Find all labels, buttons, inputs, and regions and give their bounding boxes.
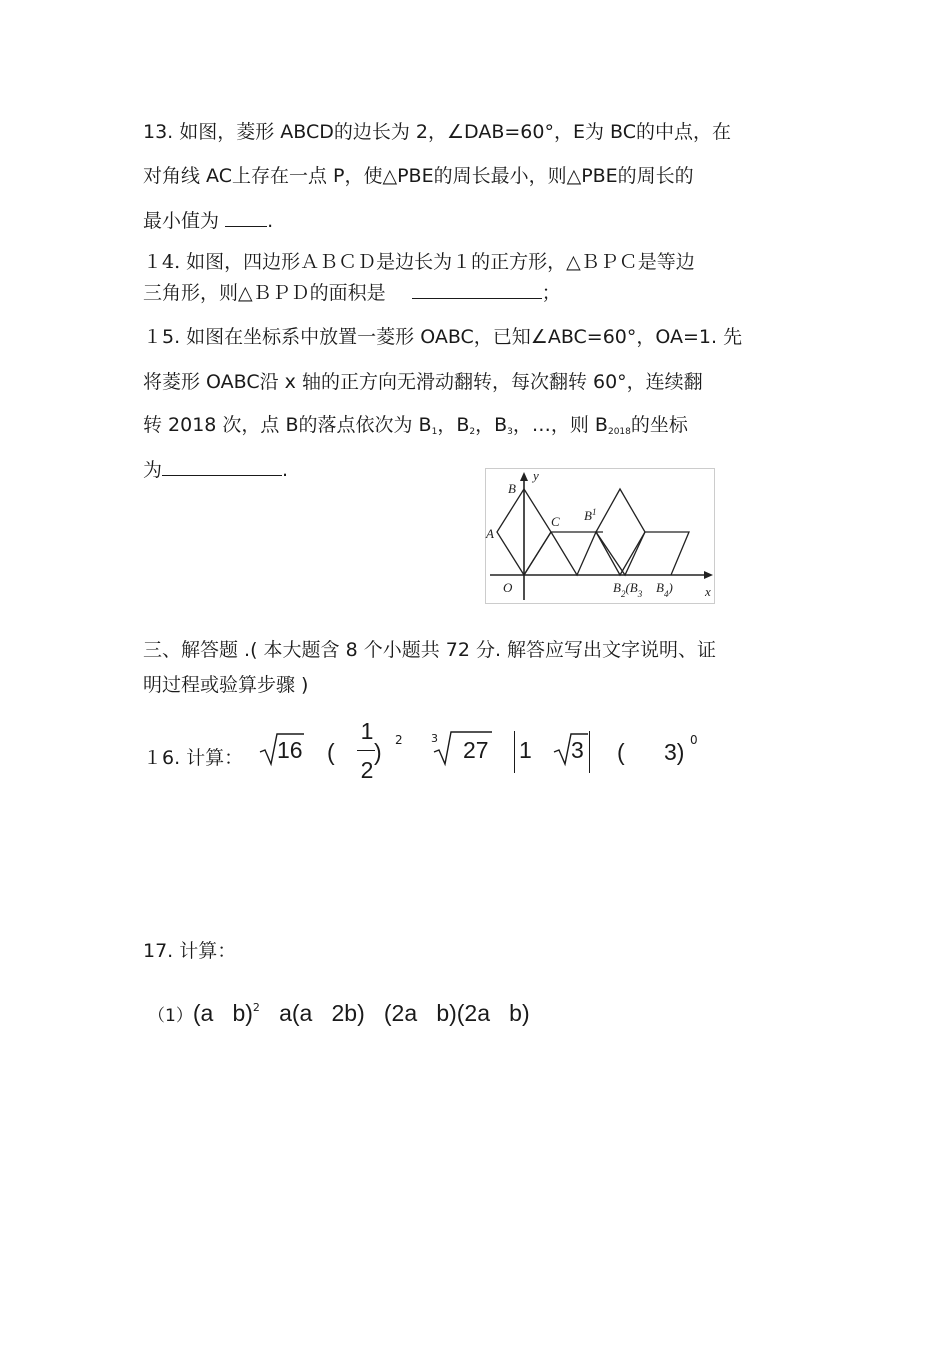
- q16-label: １6. 计算：: [143, 747, 244, 769]
- label-b1-sub: 1: [591, 507, 597, 517]
- x-axis-arrow: [704, 571, 713, 579]
- figure-frame: [486, 469, 715, 604]
- abs-bar-right: [589, 731, 590, 773]
- section3-line-2: 明过程或验算步骤 ): [143, 674, 309, 696]
- fraction-numerator: 1: [360, 718, 374, 744]
- label-close: ): [668, 580, 673, 595]
- q15-line-3-a: 转 2018 次，点 B的落点依次为 B: [143, 414, 432, 436]
- q17-label: 17. 计算：: [143, 940, 237, 962]
- cbrt27-value: 27: [463, 737, 489, 763]
- fraction-denominator: 2: [360, 757, 374, 783]
- q15-line-3: [143, 413, 688, 444]
- q14-line-1: １4. 如图，四边形ＡＢＣＤ是边长为１的正方形，△ＢＰＣ是等边: [143, 251, 695, 273]
- q17-expr-a: (a b): [192, 1000, 253, 1026]
- label-a: A: [486, 526, 494, 541]
- label-b4-sub: 4: [663, 589, 669, 599]
- label-c: C: [551, 514, 560, 529]
- abs-bar-left: [514, 731, 515, 773]
- q17-exp2: 2: [252, 1001, 260, 1014]
- q13-line-3-suffix: .: [267, 210, 274, 232]
- q15-b1-sub: 1: [431, 427, 438, 437]
- label-b2-b3: [613, 580, 643, 599]
- y-axis-arrow: [520, 472, 528, 481]
- label-b4-main: B: [656, 580, 664, 595]
- label-b1: [584, 507, 596, 523]
- sqrt3-value: 3: [571, 737, 584, 763]
- q17-expr-b: a(a 2b) (2a b)(2a b): [259, 1000, 530, 1026]
- q15-line-3-b: ，B: [437, 414, 470, 436]
- q15-line-4-prefix: 为: [143, 459, 163, 481]
- section3-line-1: 三、解答题 .( 本大题含 8 个小题共 72 分. 解答应写出文字说明、证: [143, 639, 717, 661]
- fraction-bar: [357, 750, 375, 751]
- q16-rparen: ): [374, 739, 382, 765]
- q14-line-2: [143, 280, 561, 305]
- cbrt-index: 3: [431, 732, 438, 745]
- q15-b2018-sub: 2018: [607, 427, 631, 437]
- q17-part1-label: （1）: [148, 1006, 193, 1026]
- q13-answer-blank[interactable]: [225, 208, 267, 227]
- q13-line-3: [143, 208, 273, 233]
- q14-answer-blank[interactable]: [412, 280, 542, 299]
- q15-answer-blank[interactable]: [162, 457, 282, 476]
- q15-line-2: 将菱形 OABC沿 x 轴的正方向无滑动翻转，每次翻转 60°，连续翻: [143, 371, 703, 393]
- q15-line-3-c: ，B: [475, 414, 508, 436]
- label-b3-sub: 3: [637, 589, 643, 599]
- q16-lparen: (: [327, 739, 335, 765]
- q17-part1: [148, 996, 530, 1028]
- q13-line-3-prefix: 最小值为: [143, 210, 220, 232]
- label-o: O: [503, 580, 513, 595]
- q14-line-2-suffix: ；: [541, 282, 561, 304]
- q13-line-1: 13. 如图，菱形 ABCD的边长为 2，∠DAB=60°，E为 BC的中点，在: [143, 121, 731, 143]
- q13-line-2: 对角线 AC上存在一点 P，使△PBE的周长最小，则△PBE的周长的: [143, 165, 694, 187]
- q16-paren3: 3): [664, 739, 685, 765]
- exponent-neg2: 2: [395, 733, 403, 747]
- label-b1-main: B: [584, 508, 592, 523]
- q14-line-2-prefix: 三角形，则△ＢＰＤ的面积是: [143, 282, 386, 304]
- q15-b3-sub: 3: [507, 427, 513, 437]
- q15-line-4: [143, 457, 288, 482]
- rhombus-chain: [551, 532, 689, 575]
- label-x: x: [705, 584, 711, 599]
- abs-one: 1: [519, 737, 532, 763]
- label-b2-main: B: [613, 580, 621, 595]
- q15-line-1: １5. 如图在坐标系中放置一菱形 OABC，已知∠ABC=60°，OA=1. 先: [143, 326, 743, 348]
- rhombus-figure: [485, 468, 715, 604]
- q16-paren3-open: (: [617, 739, 625, 765]
- q15-line-3-e: 的坐标: [630, 414, 688, 436]
- sqrt16-value: 16: [277, 737, 303, 763]
- rhombus-b1: [596, 489, 645, 575]
- label-b: B: [508, 481, 516, 496]
- label-y: y: [533, 468, 539, 483]
- exponent-zero: 0: [690, 733, 698, 747]
- label-b4: [656, 580, 673, 599]
- q15-line-4-suffix: .: [282, 459, 289, 481]
- q15-line-3-d: ，…，则 B: [512, 414, 608, 436]
- label-b2-sub: 2: [620, 589, 626, 599]
- q15-b2-sub: 2: [469, 427, 476, 437]
- label-b3-open: (B: [625, 580, 638, 595]
